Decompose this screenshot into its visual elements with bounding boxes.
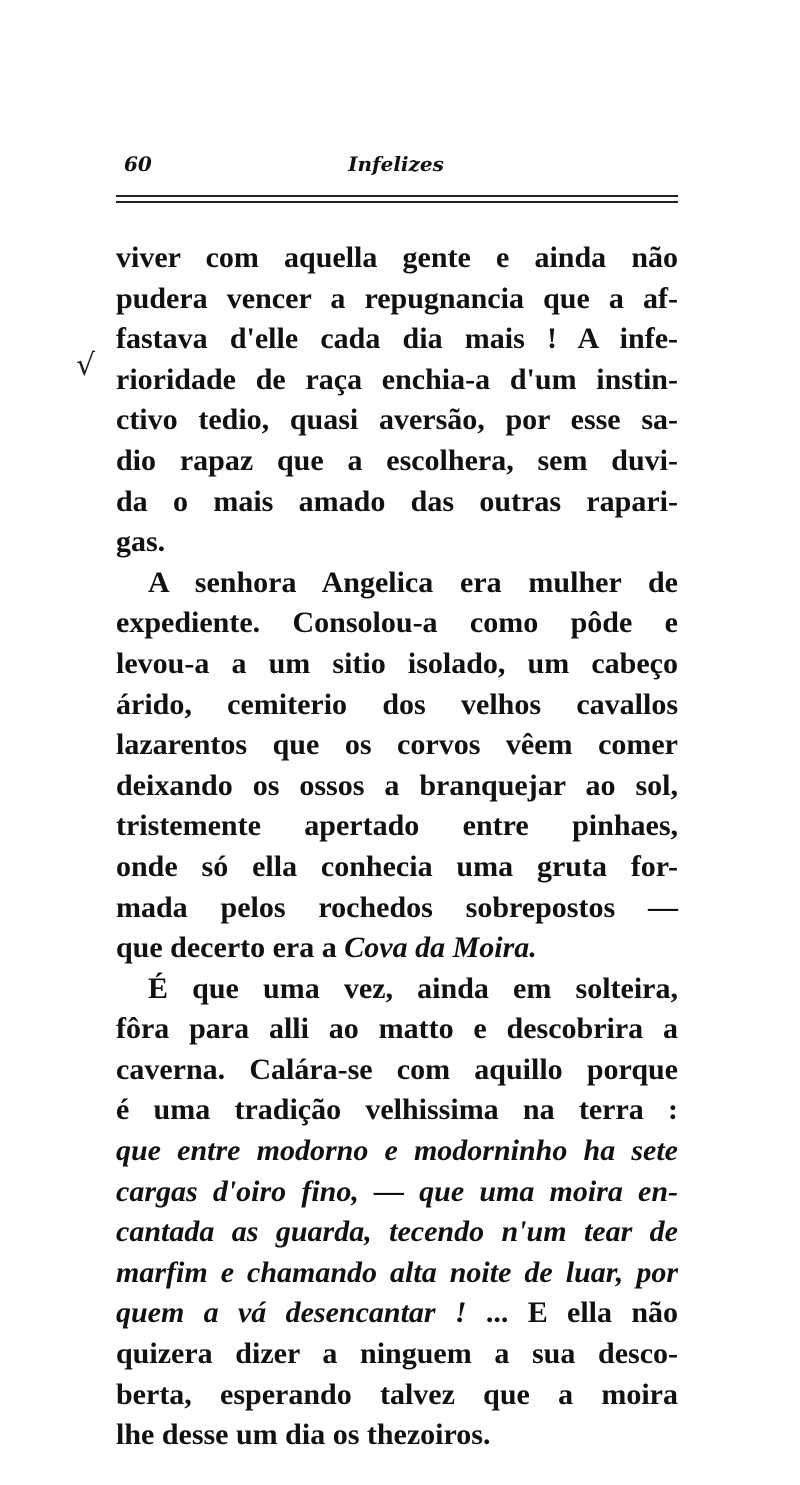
text-line: tristemente apertado entre pinhaes, <box>116 809 678 843</box>
page-number: 60 <box>124 152 152 176</box>
text-segment: que decerto era a <box>116 931 345 965</box>
italic-text-segment: quem a vá desencantar ! <box>116 1296 467 1330</box>
text-line: levou-a a um sitio isolado, um cabeço <box>116 646 678 680</box>
text-line: mada pelos rochedos sobrepostos — <box>116 890 678 924</box>
text-line: quizera dizer a ninguem a sua desco- <box>116 1337 678 1371</box>
header-rule-bottom <box>116 201 678 203</box>
running-title: Infelizes <box>348 152 444 176</box>
text-line: lhe desse um dia os thezoiros. <box>116 1418 491 1452</box>
text-line: lazarentos que os corvos vêem comer <box>116 728 678 762</box>
text-line <box>116 928 678 969</box>
text-line: rioridade de raça enchia-a d'um instin- <box>116 362 678 396</box>
text-line: gas. <box>116 525 166 559</box>
text-line: onde só ella conhecia uma gruta for- <box>116 849 678 883</box>
italic-text-segment: Cova da Moira. <box>344 931 537 965</box>
text-line <box>116 1293 678 1334</box>
text-line: É que uma vez, ainda em solteira, <box>148 971 678 1005</box>
page-header <box>116 152 676 182</box>
text-line: expediente. Consolou-a como pôde e <box>116 606 678 640</box>
text-line: ctivo tedio, quasi aversão, por esse sa- <box>116 403 678 437</box>
text-line: berta, esperando talvez que a moira <box>116 1377 678 1411</box>
text-line: caverna. Calára-se com aquillo porque <box>116 1052 678 1086</box>
margin-check-mark: √ <box>76 348 96 383</box>
text-line: árido, cemiterio dos velhos cavallos <box>116 687 678 721</box>
italic-text-line: marfim e chamando alta noite de luar, por <box>116 1255 678 1289</box>
body-text <box>116 238 678 1456</box>
italic-text-line: cantada as guarda, tecendo n'um tear de <box>116 1215 678 1249</box>
italic-text-line: que entre modorno e modorninho ha sete <box>116 1134 678 1168</box>
text-line: é uma tradição velhissima na terra : <box>116 1093 678 1127</box>
text-line: deixando os ossos a branquejar ao sol, <box>116 768 678 802</box>
italic-text-line: cargas d'oiro fino, — que uma moira en- <box>116 1174 678 1208</box>
text-line: A senhora Angelica era mulher de <box>148 565 678 599</box>
text-line: pudera vencer a repugnancia que a af- <box>116 281 678 315</box>
text-segment: ... E ella não <box>485 1296 679 1330</box>
text-line: fôra para alli ao matto e descobrira a <box>116 1012 678 1046</box>
text-line: fastava d'elle cada dia mais ! A infe- <box>116 322 678 356</box>
text-line: viver com aquella gente e ainda não <box>116 241 678 274</box>
text-line: dio rapaz que a escolhera, sem duvi- <box>116 443 678 477</box>
header-rule-top <box>116 195 678 197</box>
text-line: da o mais amado das outras rapari- <box>116 484 678 518</box>
